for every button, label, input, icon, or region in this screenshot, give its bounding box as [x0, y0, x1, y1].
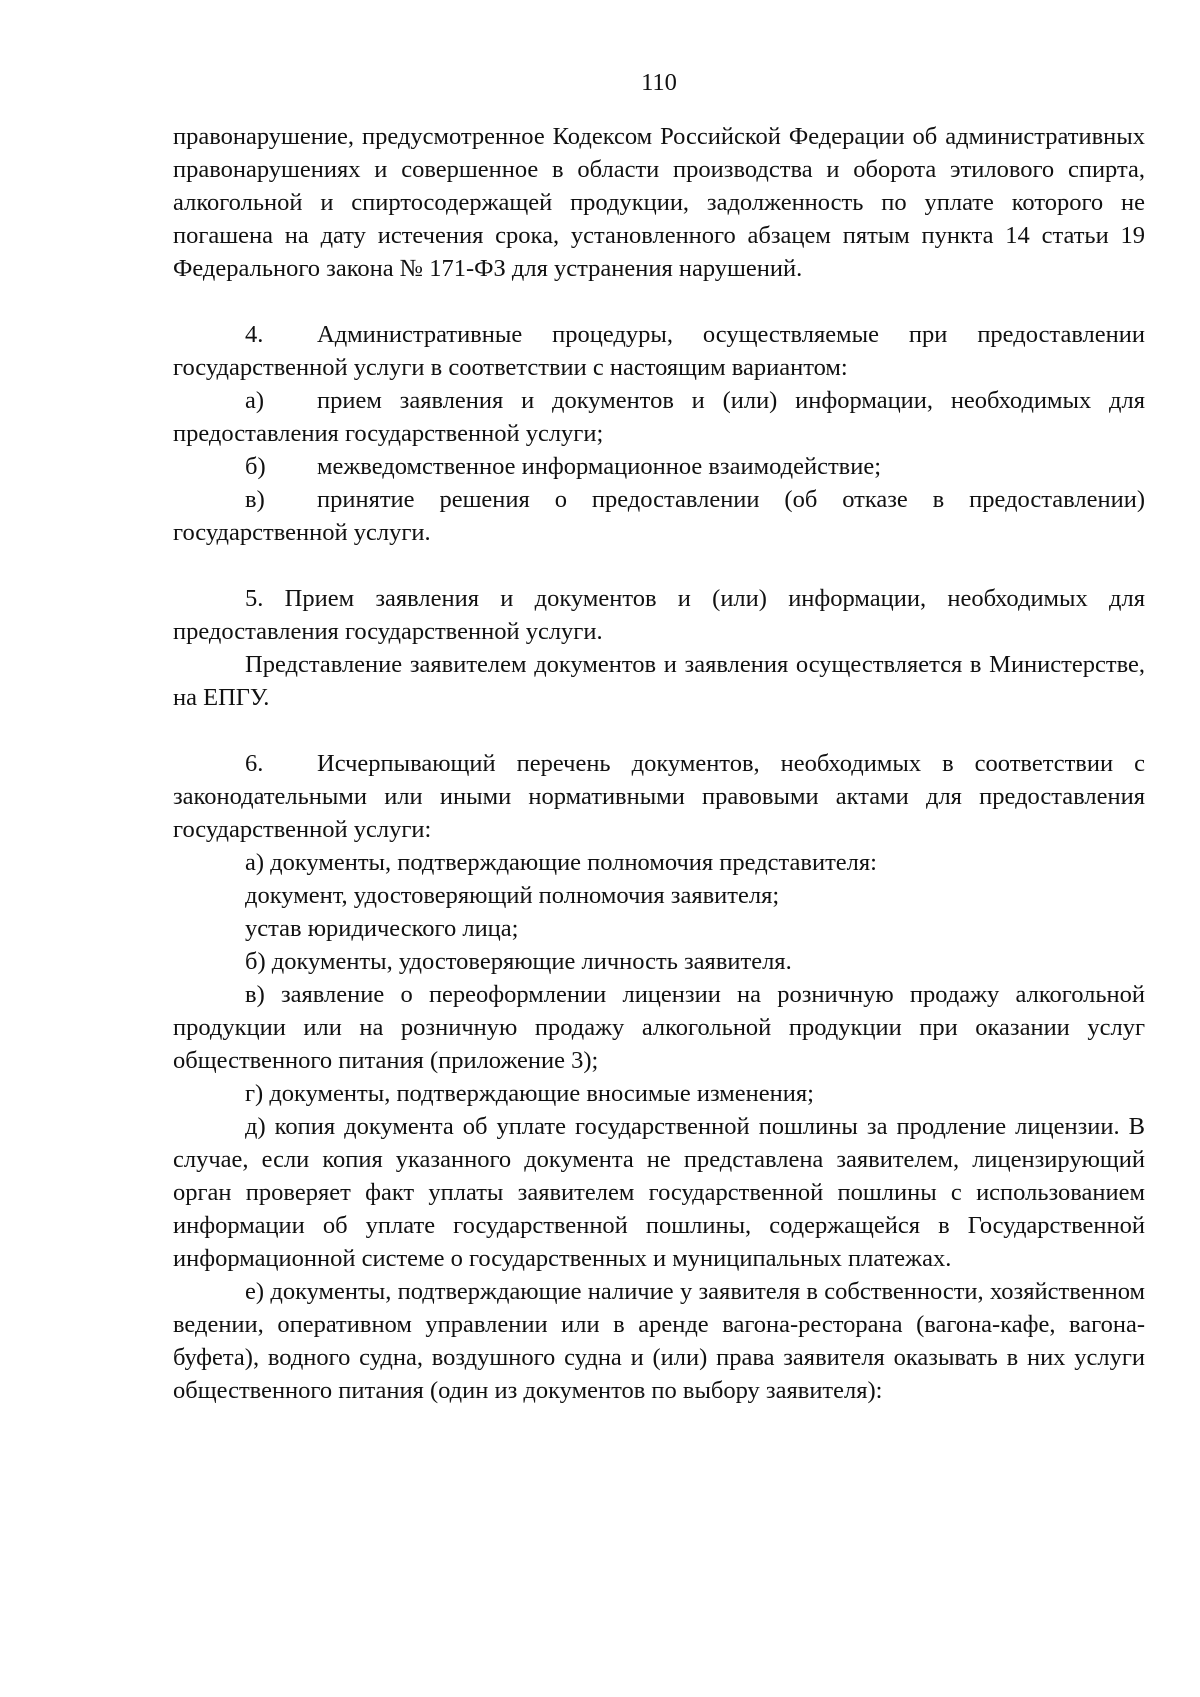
item-number: 4.	[245, 321, 264, 348]
paragraph-continuation: правонарушение, предусмотренное Кодексом Российской Федерации об административных правонарушениях и совершенное в области производства и оборота этилового спирта, алкогольной и спиртосодержащей продукции, задолженность по уплате которого не погашена на дату истечения срока, установленного абзацем пятым пункта 14 статьи 19 Федерального закона № 171-ФЗ для устранения нарушений.	[173, 123, 1145, 282]
paragraph-6-b: б) документы, удостоверяющие личность заявителя.	[245, 948, 792, 975]
paragraph-item-5-text: Представление заявителем документов и заявления осуществляется в Министерстве, на ЕПГУ.	[173, 651, 1145, 711]
item-body: межведомственное информационное взаимодействие;	[317, 453, 882, 480]
paragraph-6-d: д) копия документа об уплате государственной пошлины за продление лицензии. В случае, если копия указанного документа не представлена заявителем, лицензирующий орган проверяет факт уплаты заявителем государственной пошлины с использованием информации об уплате государственной пошлины, содержащейся в Государственной информационной системе о государственных и муниципальных платежах.	[173, 1113, 1145, 1272]
item-body: Административные процедуры, осуществляемые при предоставлении государственной услуги в соответствии с настоящим вариантом:	[173, 321, 1145, 381]
item-body: принятие решения о предоставлении (об отказе в предоставлении) государственной услуги.	[173, 486, 1145, 546]
paragraph-6-e: е) документы, подтверждающие наличие у заявителя в собственности, хозяйственном ведении, оперативном управлении или в аренде вагона-ресторана (вагона-кафе, вагона-буфета), водного судна, воздушного судна и (или) права заявителя оказывать в них услуги общественного питания (один из документов по выбору заявителя):	[173, 1278, 1145, 1404]
item-number: в)	[245, 486, 265, 513]
item-body: Исчерпывающий перечень документов, необходимых в соответствии с законодательными или иными нормативными правовыми актами для предоставления государственной услуги:	[173, 750, 1145, 843]
paragraph-subitem-a	[173, 384, 1145, 450]
document-page	[173, 66, 1145, 1407]
paragraph-6-a: а) документы, подтверждающие полномочия представителя:	[245, 849, 877, 876]
paragraph-subitem-v	[173, 483, 1145, 549]
item-body: прием заявления и документов и (или) информации, необходимых для предоставления государственной услуги;	[173, 387, 1145, 447]
paragraph-item-5: 5. Прием заявления и документов и (или) информации, необходимых для предоставления государственной услуги.	[173, 585, 1145, 645]
item-number: 6.	[245, 750, 264, 777]
paragraph-item-6	[173, 747, 1145, 846]
paragraph-6-a-1: документ, удостоверяющий полномочия заявителя;	[245, 882, 780, 909]
item-number: б)	[245, 453, 266, 480]
paragraph-6-a-2: устав юридического лица;	[245, 915, 519, 942]
paragraph-subitem-b	[173, 450, 1145, 483]
paragraph-6-g: г) документы, подтверждающие вносимые изменения;	[245, 1080, 814, 1107]
paragraph-6-v: в) заявление о переоформлении лицензии на розничную продажу алкогольной продукции или на розничную продажу алкогольной продукции при оказании услуг общественного питания (приложение 3);	[173, 981, 1145, 1074]
item-number: а)	[245, 387, 265, 414]
paragraph-item-4	[173, 318, 1145, 384]
page-number: 110	[641, 69, 677, 96]
